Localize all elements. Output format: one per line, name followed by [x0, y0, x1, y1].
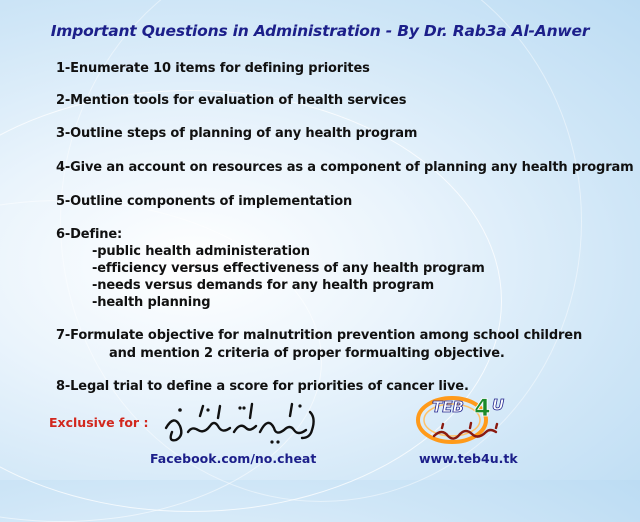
define-item: -efficiency versus effectiveness of any health program — [92, 261, 485, 276]
signature-calligraphy-icon — [160, 398, 330, 450]
question-item: 8-Legal trial to define a score for priorities of cancer live. — [56, 379, 469, 394]
define-item: -needs versus demands for any health program — [92, 278, 435, 293]
facebook-link[interactable]: Facebook.com/no.cheat — [150, 451, 317, 466]
svg-text:U: U — [492, 396, 505, 414]
question-item: 1-Enumerate 10 items for defining priorites — [56, 61, 370, 76]
svg-text:4: 4 — [474, 394, 491, 422]
question-item: 7-Formulate objective for malnutrition prevention among school children — [56, 328, 583, 343]
exclusive-label: Exclusive for : — [49, 415, 149, 430]
teb4u-logo-icon — [412, 392, 542, 446]
page-title: Important Questions in Administration - By Dr. Rab3a Al-Anwer — [50, 22, 590, 40]
question-item: 2-Mention tools for evaluation of health services — [56, 93, 407, 108]
question-continuation: and mention 2 criteria of proper formualting objective. — [109, 346, 505, 361]
question-item: 3-Outline steps of planning of any health program — [56, 126, 418, 141]
svg-text:TEB: TEB — [432, 398, 464, 416]
define-item: -public health administeration — [92, 244, 310, 259]
question-item: 5-Outline components of implementation — [56, 194, 353, 209]
website-link[interactable]: www.teb4u.tk — [419, 451, 518, 466]
question-item: 6-Define: — [56, 227, 123, 242]
question-item: 4-Give an account on resources as a component of planning any health program — [56, 160, 634, 175]
define-item: -health planning — [92, 295, 211, 310]
